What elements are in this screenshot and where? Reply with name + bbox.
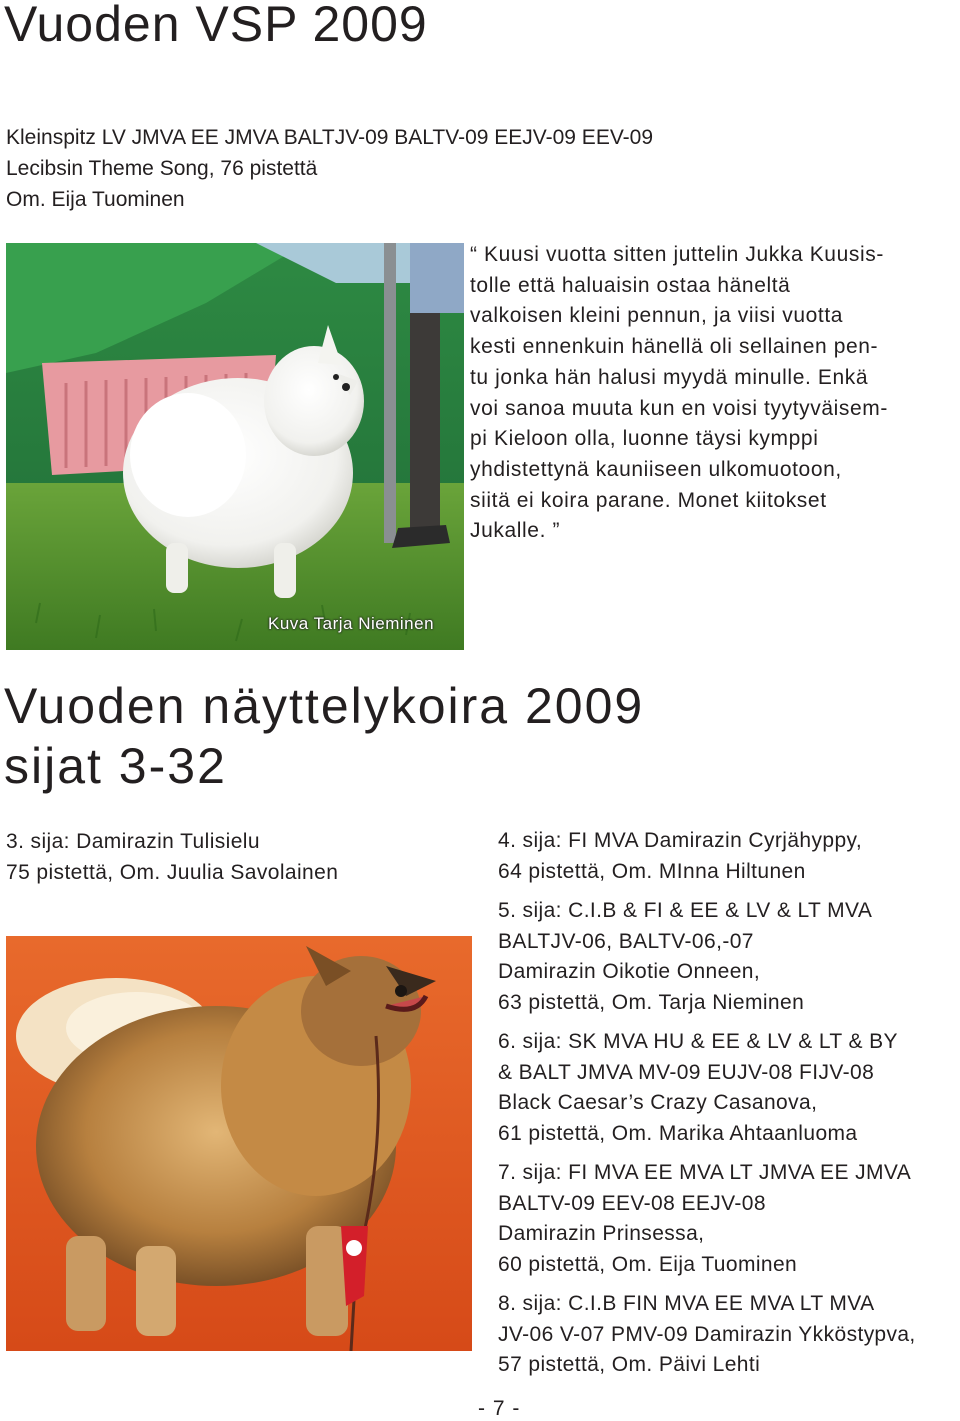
placement-line: 4. sija: FI MVA Damirazin Cyrjähyppy, [498,829,863,852]
placement-line: 6. sija: SK MVA HU & EE & LV & LT & BY [498,1030,898,1053]
placement-line: JV-06 V-07 PMV-09 Damirazin Ykköstурva, [498,1322,916,1346]
quote-line: pi Kieloon olla, luonne täysi kymppi [470,427,819,451]
vsp-owner: Om. Eija Tuominen [6,188,185,211]
section-title-line: Vuoden näyttelykoira 2009 [4,678,645,734]
placement-line: 60 pistettä, Om. Eija Tuominen [498,1252,798,1276]
placement-line: & BALT JMVA MV-09 EUJV-08 FIJV-08 [498,1060,875,1084]
vsp-intro [6,122,653,215]
placement-line: 7. sija: FI MVA EE MVA LT JMVA EE JMVA [498,1161,912,1184]
placement-line: Damirazin Oikotie Onneen, [498,960,761,983]
placement-line: BALTJV-06, BALTV-06,-07 [498,929,754,953]
placement-5 [498,896,958,1018]
vsp-dog-name: Lecibsin Theme Song, 76 pistettä [6,157,318,180]
quote-line: tu jonka hän halusi myydä minulle. Enkä [470,365,869,389]
placement-line: Damirazin Prinsessa, [498,1222,705,1245]
quote-line: Jukalle. ” [470,519,561,543]
photo-orange-spitz [6,936,472,1351]
quote-line: valkoisen kleini pennun, ja viisi vuotta [470,304,844,328]
placement-line: 57 pistettä, Om. Päivi Lehti [498,1353,761,1376]
placements-list [498,826,958,1390]
page-title: Vuoden VSP 2009 [4,0,428,52]
quote-line: kesti ennenkuin hänellä oli sellainen pen- [470,335,879,359]
placement-line: Black Caesar’s Crazy Casanova, [498,1091,818,1114]
placement-line: 5. sija: C.I.B & FI & EE & LV & LT MVA [498,899,873,922]
placement-6 [498,1027,958,1149]
placement-line: 8. sija: C.I.B FIN MVA EE MVA LT MVA [498,1292,875,1315]
white-spitz-illustration [6,243,464,650]
quote-line: “ Kuusi vuotta sitten juttelin Jukka Kuusis- [470,243,884,266]
section-title-line: sijat 3-32 [4,738,227,794]
quote-line: siitä ei koira parane. Monet kiitokset [470,488,827,512]
photo-white-kleinspitz [6,243,464,650]
placement-8 [498,1289,958,1381]
placement-4 [498,826,958,887]
page-number: - 7 - [478,1397,521,1420]
vsp-titles: Kleinspitz LV JMVA EE JMVA BALTJV-09 BALTV-09 EEJV-09 EEV-09 [6,126,654,149]
placement-7 [498,1158,958,1280]
quote-line: yhdistettynä kauniiseen ulkomuotoon, [470,457,842,481]
orange-spitz-illustration [6,936,472,1351]
owner-quote [470,240,954,547]
section-title [4,676,644,796]
placement-line: 64 pistettä, Om. MInna Hiltunen [498,859,806,883]
quote-line: tolle että haluaisin ostaa häneltä [470,273,791,297]
placement-line: 3. sija: Damirazin Tulisielu [6,830,260,853]
placement-line: 61 pistettä, Om. Marika Ahtaanluoma [498,1121,858,1145]
placement-3 [6,826,338,888]
placement-line: 75 pistettä, Om. Juulia Savolainen [6,861,339,884]
photo-caption: Kuva Tarja Nieminen [268,614,435,633]
placement-line: BALTV-09 EEV-08 EEJV-08 [498,1191,766,1215]
quote-line: voi sanoa muuta kun en voisi tyytyväisem- [470,396,888,420]
placement-line: 63 pistettä, Om. Tarja Nieminen [498,990,805,1014]
